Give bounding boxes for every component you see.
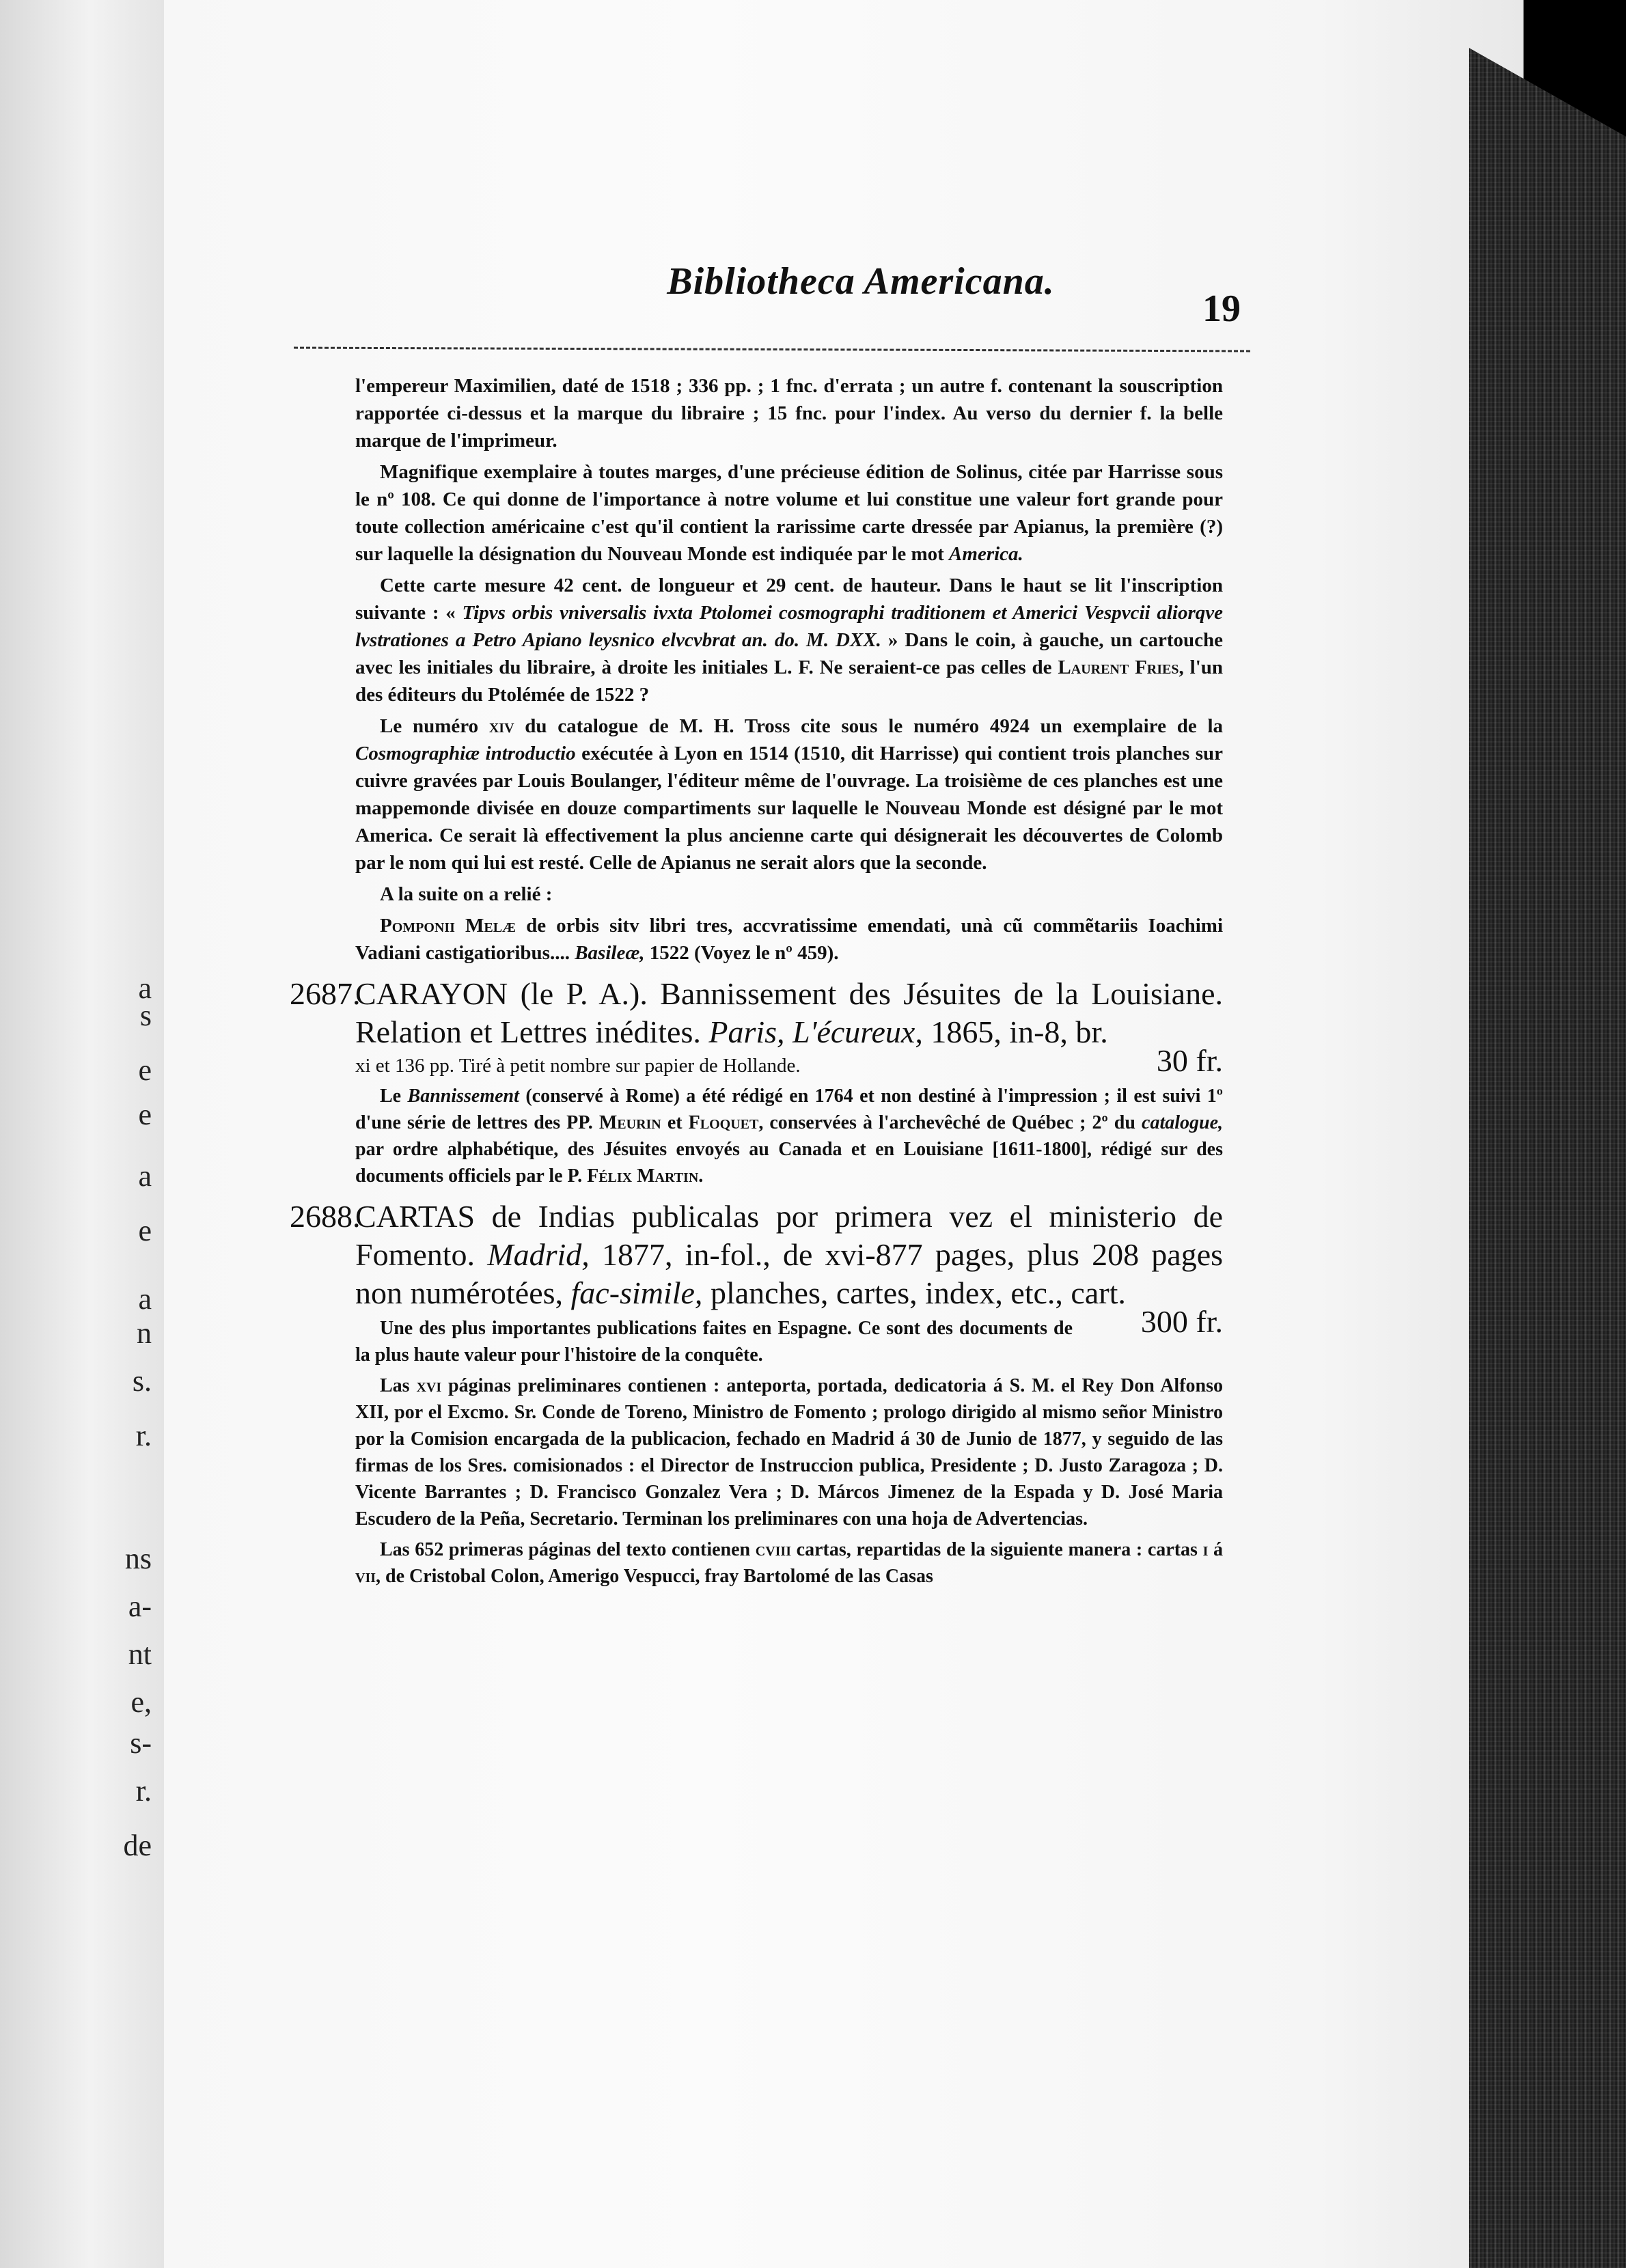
entry-price: 300 fr. bbox=[1140, 1304, 1223, 1339]
page-text bbox=[290, 372, 1224, 1594]
prev-page-fragment: n bbox=[137, 1316, 152, 1350]
entry-note: Las xvi páginas preliminares contienen : anteporta, portada, dedicatoria á S. M. el Rey Don Alfonso XII, por el Excmo. Sr. Conde de Toreno, Ministro de Fomento ; prologo dirigido al mismo señor Ministro por la Comision encargada de la publicacion, fechado en Madrid á 30 de Junio de 1877, y seguido de las firmas de los Sres. comisionados : el Director de Instruccion publica, Presidente ; D. Justo Zaragoza ; D. Vicente Barrantes ; D. Francisco Gonzalez Vera ; D. Márcos Jimenez de la Espada y D. José Maria Escudero de la Peña, Secretario. Terminan los preliminares con una hoja de Advertencias. bbox=[355, 1375, 1223, 1530]
entry-price-line bbox=[355, 1043, 1223, 1080]
prev-page-fragment: de bbox=[123, 1829, 152, 1862]
entry-heading: CARAYON (le P. A.). Bannissement des Jésuites de la Louisiane. Relation et Lettres inédites. Paris, L'écureux, 1865, in-8, br. bbox=[355, 976, 1223, 1049]
entry-collation: xi et 136 pp. Tiré à petit nombre sur papier de Hollande. bbox=[355, 1055, 801, 1077]
prev-page-fragment: s- bbox=[130, 1726, 152, 1760]
prev-page-fragment: s. bbox=[132, 1364, 152, 1398]
prev-page-fragment: e bbox=[138, 1214, 152, 1247]
prev-page-fragment: a bbox=[138, 1282, 152, 1316]
running-header bbox=[451, 260, 1271, 303]
paragraph: Pomponii Melæ de orbis sitv libri tres, accvratissime emendati, unà cũ commẽtariis Ioachimi Vadiani castigatioribus.... Basileæ, 1522 (Voyez le nº 459). bbox=[355, 915, 1224, 964]
prev-page-fragment: s bbox=[139, 999, 152, 1032]
paragraph: Magnifique exemplaire à toutes marges, d'une précieuse édition de Solinus, citée par Harrisse sous le nº 108. Ce qui donne de l'importance à notre volume et lui constitue une valeur fort grande pour toute collection américaine c'est qu'il contient la rarissime carte dressée par Apianus, la première (?) sur laquelle la désignation du Nouveau Monde est indiquée par le mot America. bbox=[355, 461, 1223, 565]
page-stack-edges bbox=[1469, 48, 1626, 2268]
paragraph: Le numéro xiv du catalogue de M. H. Tross cite sous le numéro 4924 un exemplaire de la Cosmographiæ introductio exécutée à Lyon en 1514 (1510, dit Harrisse) qui contient trois planches sur cuivre gravées par Louis Boulanger, l'éditeur même de l'ouvrage. La troisième de ces planches est une mappemonde divisée en douze compartiments sur laquelle le Nouveau Monde est désigné par le mot America. Ce serait là effectivement la plus ancienne carte qui désignerait les découvertes de Colomb par le nom qui lui est resté. Celle de Apianus ne serait alors que la seconde. bbox=[355, 715, 1224, 874]
previous-page-edge bbox=[0, 0, 164, 2268]
entry-price: 30 fr. bbox=[1156, 1043, 1223, 1078]
prev-page-fragment: e bbox=[138, 1053, 152, 1087]
prev-page-fragment: e bbox=[138, 1098, 152, 1131]
entry-note: Une des plus importantes publications faites en Espagne. Ce sont des documents de la plus haute valeur pour l'histoire de la conquête. 300 fr. bbox=[355, 1304, 1223, 1366]
prev-page-fragment: r. bbox=[135, 1774, 152, 1808]
running-title: Bibliotheca Americana. bbox=[667, 260, 1055, 303]
prev-page-fragment: r. bbox=[135, 1419, 152, 1452]
entry-heading: CARTAS de Indias publicalas por primera vez el ministerio de Fomento. Madrid, 1877, in-fol., de xvi-877 pages, plus 208 pages non numérotées, fac-simile, planches, cartes, index, etc., cart. bbox=[355, 1199, 1224, 1310]
prev-page-fragment: a bbox=[138, 1159, 152, 1193]
paragraph: A la suite on a relié : bbox=[380, 883, 553, 905]
entry-number: 2687. bbox=[290, 976, 361, 1011]
prev-page-fragment: nt bbox=[128, 1637, 152, 1671]
entry-number: 2688. bbox=[290, 1199, 361, 1234]
catalogue-entry bbox=[290, 975, 1223, 1080]
paragraph: Cette carte mesure 42 cent. de longueur et 29 cent. de hauteur. Dans le haut se lit l'inscription suivante : « Tipvs orbis vniversalis ivxta Ptolomei cosmographi traditionem et Americi Vespvcii aliorqve lvstrationes a Petro Apiano leysnico elvcvbrat an. do. M. DXX. » Dans le coin, à gauche, un cartouche avec les initiales du libraire, à droite les initiales L. F. Ne seraient-ce pas celles de Laurent Fries, l'un des éditeurs du Ptolémée de 1522 ? bbox=[355, 575, 1224, 706]
paragraph: l'empereur Maximilien, daté de 1518 ; 336 pp. ; 1 fnc. d'errata ; un autre f. contenant la souscription rapportée ci-dessus et la marque du libraire ; 15 fnc. pour l'index. Au verso du dernier f. la belle marque de l'imprimeur. bbox=[355, 375, 1223, 452]
prev-page-fragment: ns bbox=[124, 1542, 152, 1575]
prev-page-fragment: a bbox=[138, 971, 152, 1005]
entry-note: Las 652 primeras páginas del texto contienen cviii cartas, repartidas de la siguiente manera : cartas i á vii, de Cristobal Colon, Amerigo Vespucci, fray Bartolomé de las Casas bbox=[355, 1539, 1224, 1587]
page-number: 19 bbox=[1202, 288, 1241, 330]
entry-note: Le Bannissement (conservé à Rome) a été rédigé en 1764 et non destiné à l'impression ; il est suivi 1º d'une série de lettres des PP. Meurin et Floquet, conservées à l'archevêché de Québec ; 2º du catalogue, par ordre alphabétique, des Jésuites envoyés au Canada et en Louisiane [1611-1800], rédigé sur des documents officiels par le P. Félix Martin. bbox=[355, 1085, 1224, 1187]
prev-page-fragment: e, bbox=[130, 1685, 152, 1719]
prev-page-fragment: a- bbox=[128, 1590, 152, 1623]
catalogue-entry bbox=[290, 1198, 1224, 1312]
